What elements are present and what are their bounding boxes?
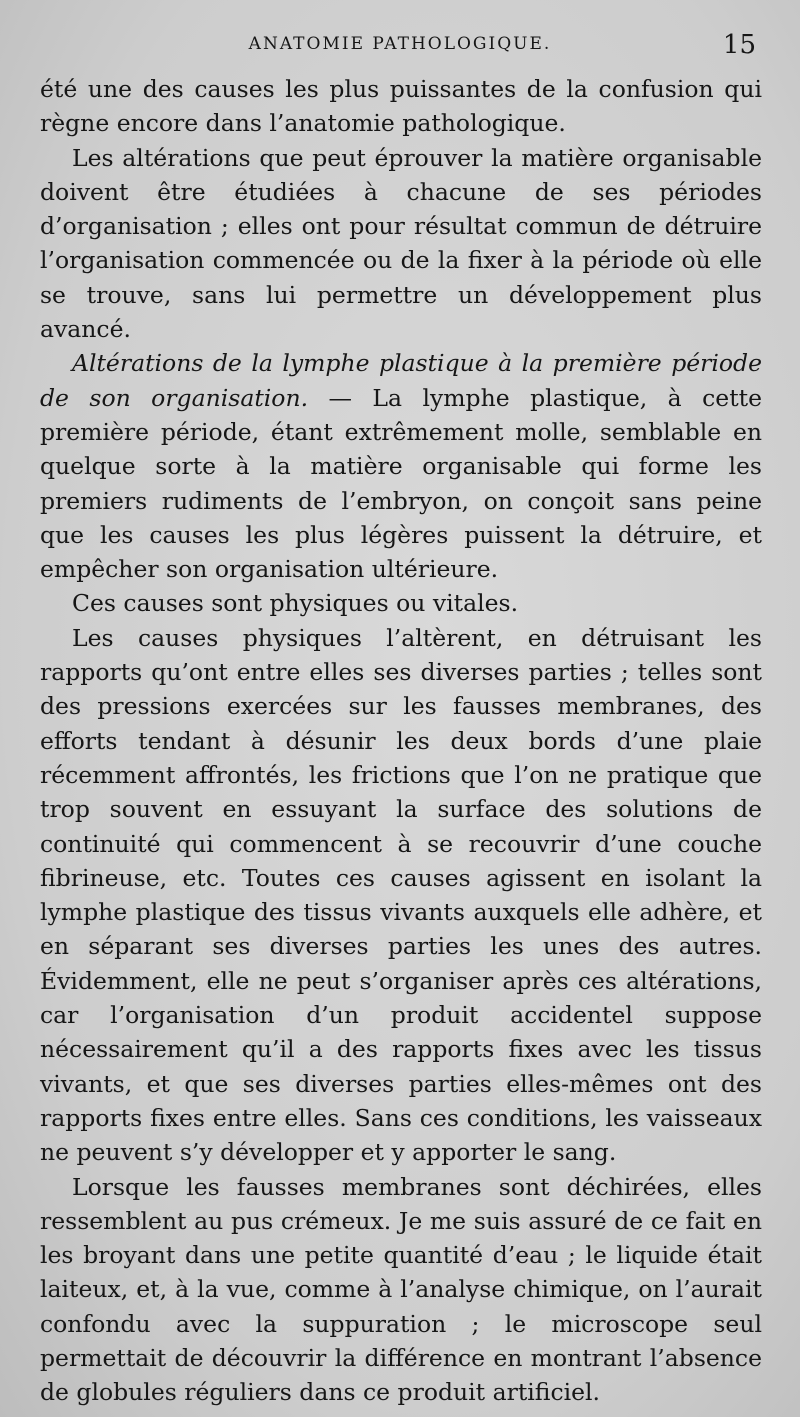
paragraph-2: Les altérations que peut éprouver la matière organisable doivent être étudiées à chacune de ses périodes d’organisation ; elles ont pour résultat commun de détruire l’organisation commencée ou de la fixer à la période où elle se trouve, sans lui permettre un développement plus avancé.	[40, 143, 762, 344]
paragraph-6: Lorsque les fausses membranes sont déchirées, elles ressemblent au pus crémeux. Je me suis assuré de ce fait en les broyant dans une petite quantité d’eau ; le liquide était laiteux, et, à la vue, comme à l’analyse chimique, on l’aurait confondu avec la suppuration ; le microscope seul permettait de découvrir la différence en montrant l’absence de globules réguliers dans ce produit artificiel.	[40, 1172, 762, 1407]
paragraph-3	[40, 346, 762, 586]
section-heading: Altérations de la lymphe plastique à la première période de son organisation.	[40, 349, 762, 412]
section-text: — La lymphe plastique, à cette première période, étant extrêmement molle, semblable en quelque sorte à la matière organisable qui forme les premiers rudiments de l’embryon, on conçoit sans peine que les causes les plus légères puissent la détruire, et empêcher son organisation ultérieure.	[40, 383, 762, 584]
paragraph-5: Les causes physiques l’altèrent, en détruisant les rapports qu’ont entre elles ses diverses parties ; telles sont des pressions exercées sur les fausses membranes, des efforts tendant à désunir les deux bords d’une plaie récemment affrontés, les frictions que l’on ne pratique que trop souvent en essuyant la surface des solutions de continuité qui commencent à se recouvrir d’une couche fibrineuse, etc. Toutes ces causes agissent en isolant la lymphe plastique des tissus vivants auxquels elle adhère, et en séparant ses diverses parties les unes des autres. Évidemment, elle ne peut s’organiser après ces altérations, car l’organisation d’un produit accidentel suppose nécessairement qu’il a des rapports fixes avec les tissus vivants, et que ses diverses parties elles-mêmes ont des rapports fixes entre elles. Sans ces conditions, les vaisseaux ne peuvent s’y développer et y apporter le sang.	[40, 623, 762, 1167]
running-header	[0, 30, 800, 62]
paragraph-1: été une des causes les plus puissantes de la confusion qui règne encore dans l’anatomie pathologique.	[40, 75, 762, 138]
body-text	[40, 72, 762, 1410]
page-number: 15	[722, 30, 756, 60]
running-title: ANATOMIE PATHOLOGIQUE.	[248, 34, 552, 54]
paragraph-4: Ces causes sont physiques ou vitales.	[72, 589, 519, 618]
